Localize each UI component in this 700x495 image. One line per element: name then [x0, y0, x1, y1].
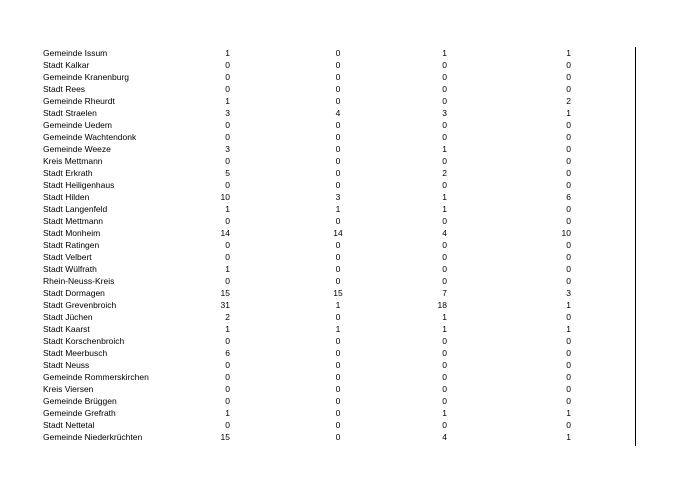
value-col-3: 0	[442, 216, 447, 226]
value-col-4: 0	[566, 120, 571, 130]
table-row	[43, 287, 603, 299]
municipality-name: Kreis Mettmann	[43, 156, 103, 166]
municipality-name: Stadt Korschenbroich	[43, 336, 125, 346]
municipality-name: Stadt Meerbusch	[43, 348, 108, 358]
value-col-1: 31	[220, 300, 230, 310]
value-col-4: 0	[566, 60, 571, 70]
value-col-3: 0	[442, 240, 447, 250]
data-table	[43, 47, 603, 443]
value-col-4: 0	[566, 360, 571, 370]
municipality-name: Stadt Wülfrath	[43, 264, 97, 274]
value-col-1: 0	[225, 60, 230, 70]
value-col-2: 0	[335, 348, 341, 358]
value-col-3: 1	[442, 204, 447, 214]
table-row	[43, 203, 603, 215]
value-col-1: 1	[225, 408, 230, 418]
value-col-1: 0	[225, 120, 230, 130]
value-col-3: 0	[442, 72, 447, 82]
municipality-name: Gemeinde Uedem	[43, 120, 112, 130]
value-col-1: 1	[225, 324, 230, 334]
value-col-3: 0	[442, 132, 447, 142]
value-col-2: 0	[335, 336, 341, 346]
value-col-2: 0	[335, 168, 341, 178]
table-row	[43, 215, 603, 227]
table-row	[43, 419, 603, 431]
value-col-2: 0	[335, 384, 341, 394]
value-col-1: 0	[225, 276, 230, 286]
value-col-2: 0	[335, 432, 341, 442]
value-col-2: 4	[335, 108, 341, 118]
value-col-2: 0	[335, 408, 341, 418]
value-col-1: 0	[225, 252, 230, 262]
table-row	[43, 107, 603, 119]
table-row	[43, 167, 603, 179]
table-row	[43, 383, 603, 395]
table-row	[43, 323, 603, 335]
value-col-1: 6	[225, 348, 230, 358]
value-col-2: 0	[335, 60, 341, 70]
table-row	[43, 143, 603, 155]
value-col-2: 0	[335, 360, 341, 370]
value-col-4: 0	[566, 336, 571, 346]
value-col-3: 1	[442, 324, 447, 334]
value-col-2: 0	[335, 420, 341, 430]
value-col-3: 0	[442, 396, 447, 406]
value-col-3: 0	[442, 84, 447, 94]
table-row	[43, 251, 603, 263]
value-col-1: 0	[225, 132, 230, 142]
municipality-name: Stadt Straelen	[43, 108, 97, 118]
value-col-4: 0	[566, 84, 571, 94]
value-col-4: 2	[566, 96, 571, 106]
municipality-name: Stadt Ratingen	[43, 240, 100, 250]
value-col-4: 0	[566, 72, 571, 82]
value-col-4: 0	[566, 348, 571, 358]
table-row	[43, 371, 603, 383]
table-row	[43, 263, 603, 275]
municipality-name: Gemeinde Niederkrüchten	[43, 432, 143, 442]
value-col-3: 0	[442, 96, 447, 106]
municipality-name: Stadt Hilden	[43, 192, 90, 202]
table-row	[43, 227, 603, 239]
value-col-1: 0	[225, 420, 230, 430]
municipality-name: Stadt Nettetal	[43, 420, 95, 430]
value-col-1: 3	[225, 144, 230, 154]
value-col-1: 15	[220, 288, 230, 298]
value-col-2: 1	[335, 324, 341, 334]
table-row	[43, 119, 603, 131]
table-row	[43, 155, 603, 167]
value-col-1: 5	[225, 168, 230, 178]
value-col-1: 0	[225, 180, 230, 190]
value-col-1: 3	[225, 108, 230, 118]
table-row	[43, 299, 603, 311]
municipality-name: Gemeinde Issum	[43, 48, 108, 58]
value-col-4: 0	[566, 252, 571, 262]
value-col-2: 0	[335, 240, 341, 250]
municipality-name: Gemeinde Brüggen	[43, 396, 117, 406]
value-col-1: 14	[220, 228, 230, 238]
municipality-name: Gemeinde Kranenburg	[43, 72, 130, 82]
value-col-2: 0	[335, 72, 341, 82]
municipality-name: Gemeinde Rheurdt	[43, 96, 115, 106]
value-col-4: 0	[566, 144, 571, 154]
municipality-name: Stadt Rees	[43, 84, 86, 94]
municipality-name: Stadt Kaarst	[43, 324, 90, 334]
municipality-name: Stadt Monheim	[43, 228, 101, 238]
value-col-1: 0	[225, 372, 230, 382]
value-col-2: 0	[335, 96, 341, 106]
value-col-3: 0	[442, 156, 447, 166]
value-col-4: 0	[566, 312, 571, 322]
value-col-3: 3	[442, 108, 447, 118]
value-col-1: 1	[225, 204, 230, 214]
value-col-2: 0	[335, 216, 341, 226]
value-col-1: 1	[225, 96, 230, 106]
municipality-name: Rhein-Neuss-Kreis	[43, 276, 115, 286]
table-row	[43, 311, 603, 323]
municipality-name: Gemeinde Wachtendonk	[43, 132, 137, 142]
table-row	[43, 275, 603, 287]
value-col-4: 10	[561, 228, 571, 238]
value-col-3: 0	[442, 420, 447, 430]
value-col-3: 1	[442, 408, 447, 418]
value-col-4: 0	[566, 204, 571, 214]
value-col-2: 0	[335, 312, 341, 322]
value-col-3: 7	[442, 288, 447, 298]
table-right-border	[635, 47, 636, 446]
municipality-name: Stadt Erkrath	[43, 168, 93, 178]
value-col-3: 2	[442, 168, 447, 178]
municipality-name: Stadt Neuss	[43, 360, 90, 370]
value-col-1: 0	[225, 360, 230, 370]
value-col-4: 0	[566, 276, 571, 286]
value-col-2: 3	[335, 192, 341, 202]
value-col-2: 15	[333, 288, 343, 298]
value-col-1: 15	[220, 432, 230, 442]
value-col-2: 0	[335, 132, 341, 142]
value-col-1: 0	[225, 72, 230, 82]
value-col-4: 1	[566, 432, 571, 442]
value-col-1: 0	[225, 384, 230, 394]
value-col-4: 0	[566, 420, 571, 430]
value-col-2: 0	[335, 48, 341, 58]
municipality-name: Stadt Velbert	[43, 252, 92, 262]
municipality-name: Gemeinde Rommerskirchen	[43, 372, 149, 382]
table-row	[43, 131, 603, 143]
value-col-2: 0	[335, 120, 341, 130]
value-col-2: 0	[335, 396, 341, 406]
municipality-name: Stadt Grevenbroich	[43, 300, 117, 310]
value-col-3: 0	[442, 264, 447, 274]
municipality-name: Gemeinde Weeze	[43, 144, 111, 154]
table-row	[43, 407, 603, 419]
municipality-name: Stadt Kalkar	[43, 60, 90, 70]
value-col-3: 0	[442, 180, 447, 190]
value-col-4: 1	[566, 48, 571, 58]
value-col-3: 4	[442, 432, 447, 442]
value-col-3: 0	[442, 348, 447, 358]
value-col-1: 0	[225, 216, 230, 226]
value-col-2: 0	[335, 144, 341, 154]
municipality-name: Stadt Heiligenhaus	[43, 180, 115, 190]
value-col-4: 0	[566, 264, 571, 274]
value-col-4: 0	[566, 156, 571, 166]
value-col-3: 0	[442, 384, 447, 394]
table-row	[43, 71, 603, 83]
municipality-name: Stadt Dormagen	[43, 288, 105, 298]
municipality-name: Stadt Mettmann	[43, 216, 104, 226]
value-col-3: 4	[442, 228, 447, 238]
table-row	[43, 179, 603, 191]
value-col-4: 0	[566, 168, 571, 178]
table-row	[43, 239, 603, 251]
value-col-3: 0	[442, 372, 447, 382]
value-col-2: 0	[335, 264, 341, 274]
value-col-4: 1	[566, 300, 571, 310]
value-col-2: 0	[335, 180, 341, 190]
value-col-3: 1	[442, 144, 447, 154]
value-col-4: 1	[566, 408, 571, 418]
value-col-2: 0	[335, 372, 341, 382]
value-col-1: 2	[225, 312, 230, 322]
municipality-name: Gemeinde Grefrath	[43, 408, 116, 418]
value-col-4: 0	[566, 180, 571, 190]
value-col-2: 14	[333, 228, 343, 238]
value-col-3: 1	[442, 48, 447, 58]
value-col-2: 0	[335, 156, 341, 166]
value-col-1: 1	[225, 264, 230, 274]
value-col-3: 0	[442, 60, 447, 70]
table-row	[43, 431, 603, 443]
value-col-3: 0	[442, 252, 447, 262]
value-col-4: 6	[566, 192, 571, 202]
value-col-3: 1	[442, 312, 447, 322]
table-row	[43, 347, 603, 359]
table-row	[43, 59, 603, 71]
table-row	[43, 395, 603, 407]
value-col-1: 10	[220, 192, 230, 202]
value-col-1: 0	[225, 240, 230, 250]
table-row	[43, 335, 603, 347]
value-col-3: 1	[442, 192, 447, 202]
value-col-1: 0	[225, 84, 230, 94]
value-col-4: 1	[566, 324, 571, 334]
municipality-name: Stadt Jüchen	[43, 312, 93, 322]
value-col-2: 1	[335, 300, 341, 310]
table-row	[43, 47, 603, 59]
value-col-3: 0	[442, 336, 447, 346]
value-col-1: 1	[225, 48, 230, 58]
table-row	[43, 83, 603, 95]
value-col-1: 0	[225, 336, 230, 346]
value-col-3: 0	[442, 120, 447, 130]
value-col-2: 0	[335, 276, 341, 286]
value-col-4: 3	[566, 288, 571, 298]
table-row	[43, 95, 603, 107]
value-col-4: 0	[566, 372, 571, 382]
value-col-4: 1	[566, 108, 571, 118]
value-col-4: 0	[566, 216, 571, 226]
value-col-3: 0	[442, 360, 447, 370]
value-col-3: 18	[437, 300, 447, 310]
value-col-4: 0	[566, 396, 571, 406]
value-col-4: 0	[566, 240, 571, 250]
value-col-2: 1	[335, 204, 341, 214]
value-col-4: 0	[566, 132, 571, 142]
value-col-1: 0	[225, 396, 230, 406]
value-col-2: 0	[335, 252, 341, 262]
value-col-4: 0	[566, 384, 571, 394]
value-col-3: 0	[442, 276, 447, 286]
municipality-name: Kreis Viersen	[43, 384, 94, 394]
table-row	[43, 191, 603, 203]
value-col-1: 0	[225, 156, 230, 166]
table-row	[43, 359, 603, 371]
municipality-name: Stadt Langenfeld	[43, 204, 108, 214]
value-col-2: 0	[335, 84, 341, 94]
